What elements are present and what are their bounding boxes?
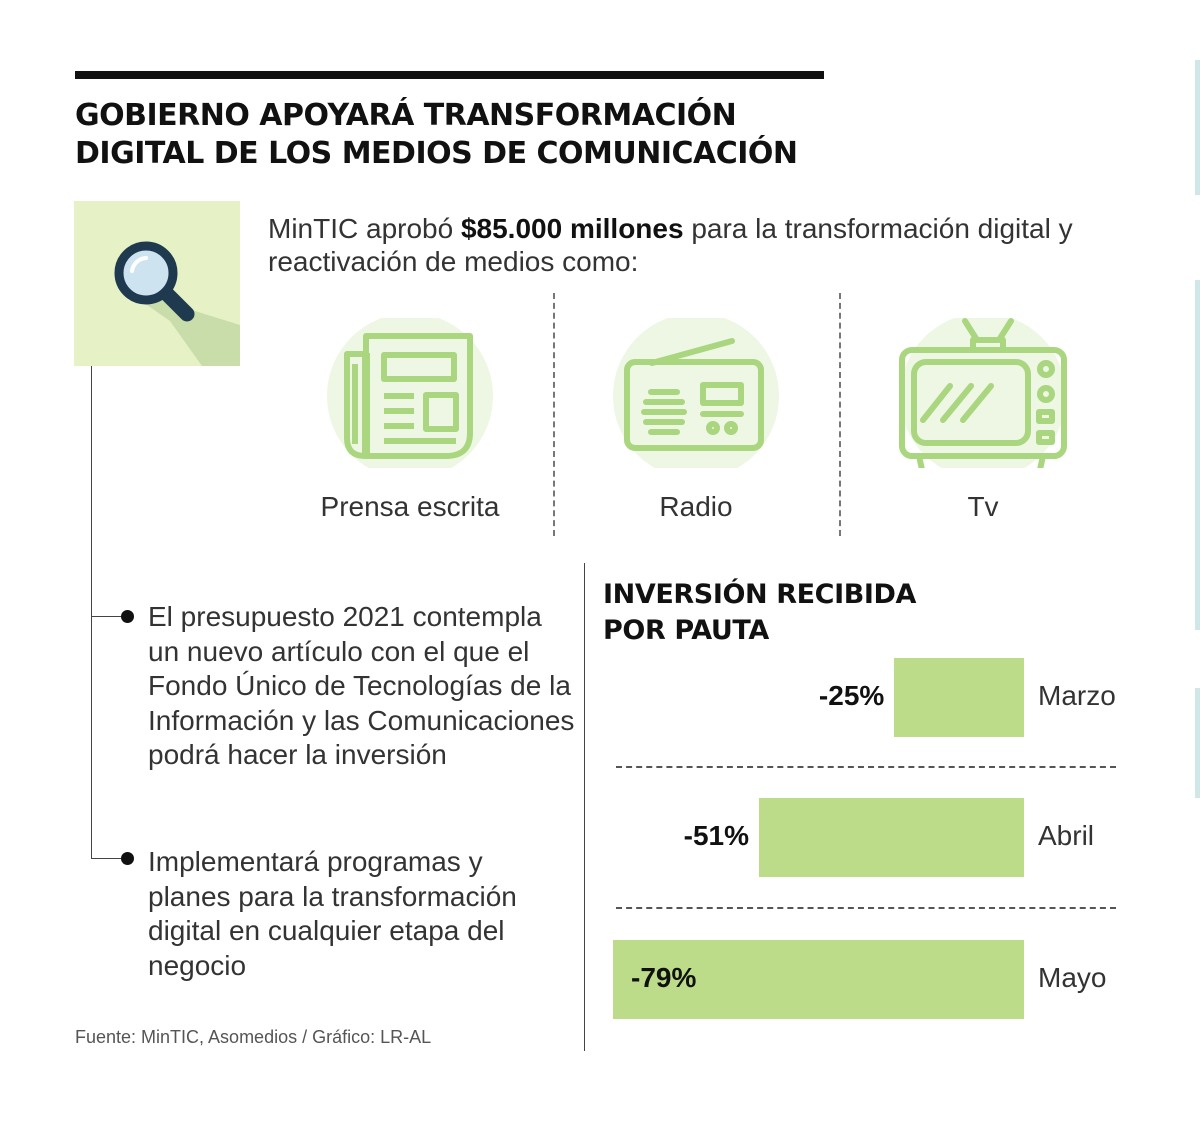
bullet-text-2: Implementará programas y planes para la transformación digital en cualquier etapa del negocio xyxy=(148,846,517,981)
title-line-2: DIGITAL DE LOS MEDIOS DE COMUNICACIÓN xyxy=(75,136,798,171)
magnifier-box xyxy=(74,201,240,366)
chart-row-separator xyxy=(616,907,1116,909)
magnifier-icon xyxy=(74,201,240,366)
bar-value-label: -79% xyxy=(631,962,697,993)
chart-title-line-1: INVERSIÓN RECIBIDA xyxy=(603,579,917,610)
title-rule xyxy=(75,71,824,79)
media-separator xyxy=(839,293,841,536)
bullet-text-1: El presupuesto 2021 contempla un nuevo artículo con el que el Fondo Único de Tecnologías de la Información y las Comunicaciones podrá hacer la inversión xyxy=(148,601,575,771)
newspaper-icon xyxy=(320,318,500,468)
intro-prefix: MinTIC aprobó xyxy=(268,213,461,244)
media-label-tv: Tv xyxy=(967,491,999,522)
title-line-1: GOBIERNO APOYARÁ TRANSFORMACIÓN xyxy=(75,98,737,133)
chart-row-separator xyxy=(616,766,1116,768)
bar-value-label: -51% xyxy=(683,820,750,851)
connector-vertical xyxy=(91,366,92,859)
bullet-dot xyxy=(121,610,134,623)
radio-icon xyxy=(606,318,786,468)
bar-category-label: Marzo xyxy=(1038,680,1116,711)
media-label-radio: Radio xyxy=(659,491,733,522)
infographic-title xyxy=(75,97,875,173)
chart-title-line-2: POR PAUTA xyxy=(603,615,769,646)
bar-value-label: -25% xyxy=(818,680,885,711)
media-label-prensa: Prensa escrita xyxy=(320,491,500,522)
edge-strip xyxy=(1195,688,1200,798)
source-note: Fuente: MinTIC, Asomedios / Gráfico: LR-AL xyxy=(75,1027,432,1047)
edge-strip xyxy=(1195,280,1200,630)
intro-suffix: para la transformación digital y reactivación de medios como: xyxy=(268,213,1073,277)
tv-icon xyxy=(893,318,1073,468)
intro-text xyxy=(268,212,1088,278)
bullet-dot xyxy=(121,852,134,865)
chart-divider xyxy=(584,563,585,1051)
bar-category-label: Mayo xyxy=(1038,962,1107,993)
chart-title xyxy=(603,577,1103,649)
bar-abril xyxy=(759,798,1024,877)
edge-strip xyxy=(1195,60,1200,195)
intro-amount: $85.000 millones xyxy=(460,213,684,244)
bar-marzo xyxy=(894,658,1024,737)
bar-category-label: Abril xyxy=(1038,820,1095,851)
media-separator xyxy=(553,293,555,536)
